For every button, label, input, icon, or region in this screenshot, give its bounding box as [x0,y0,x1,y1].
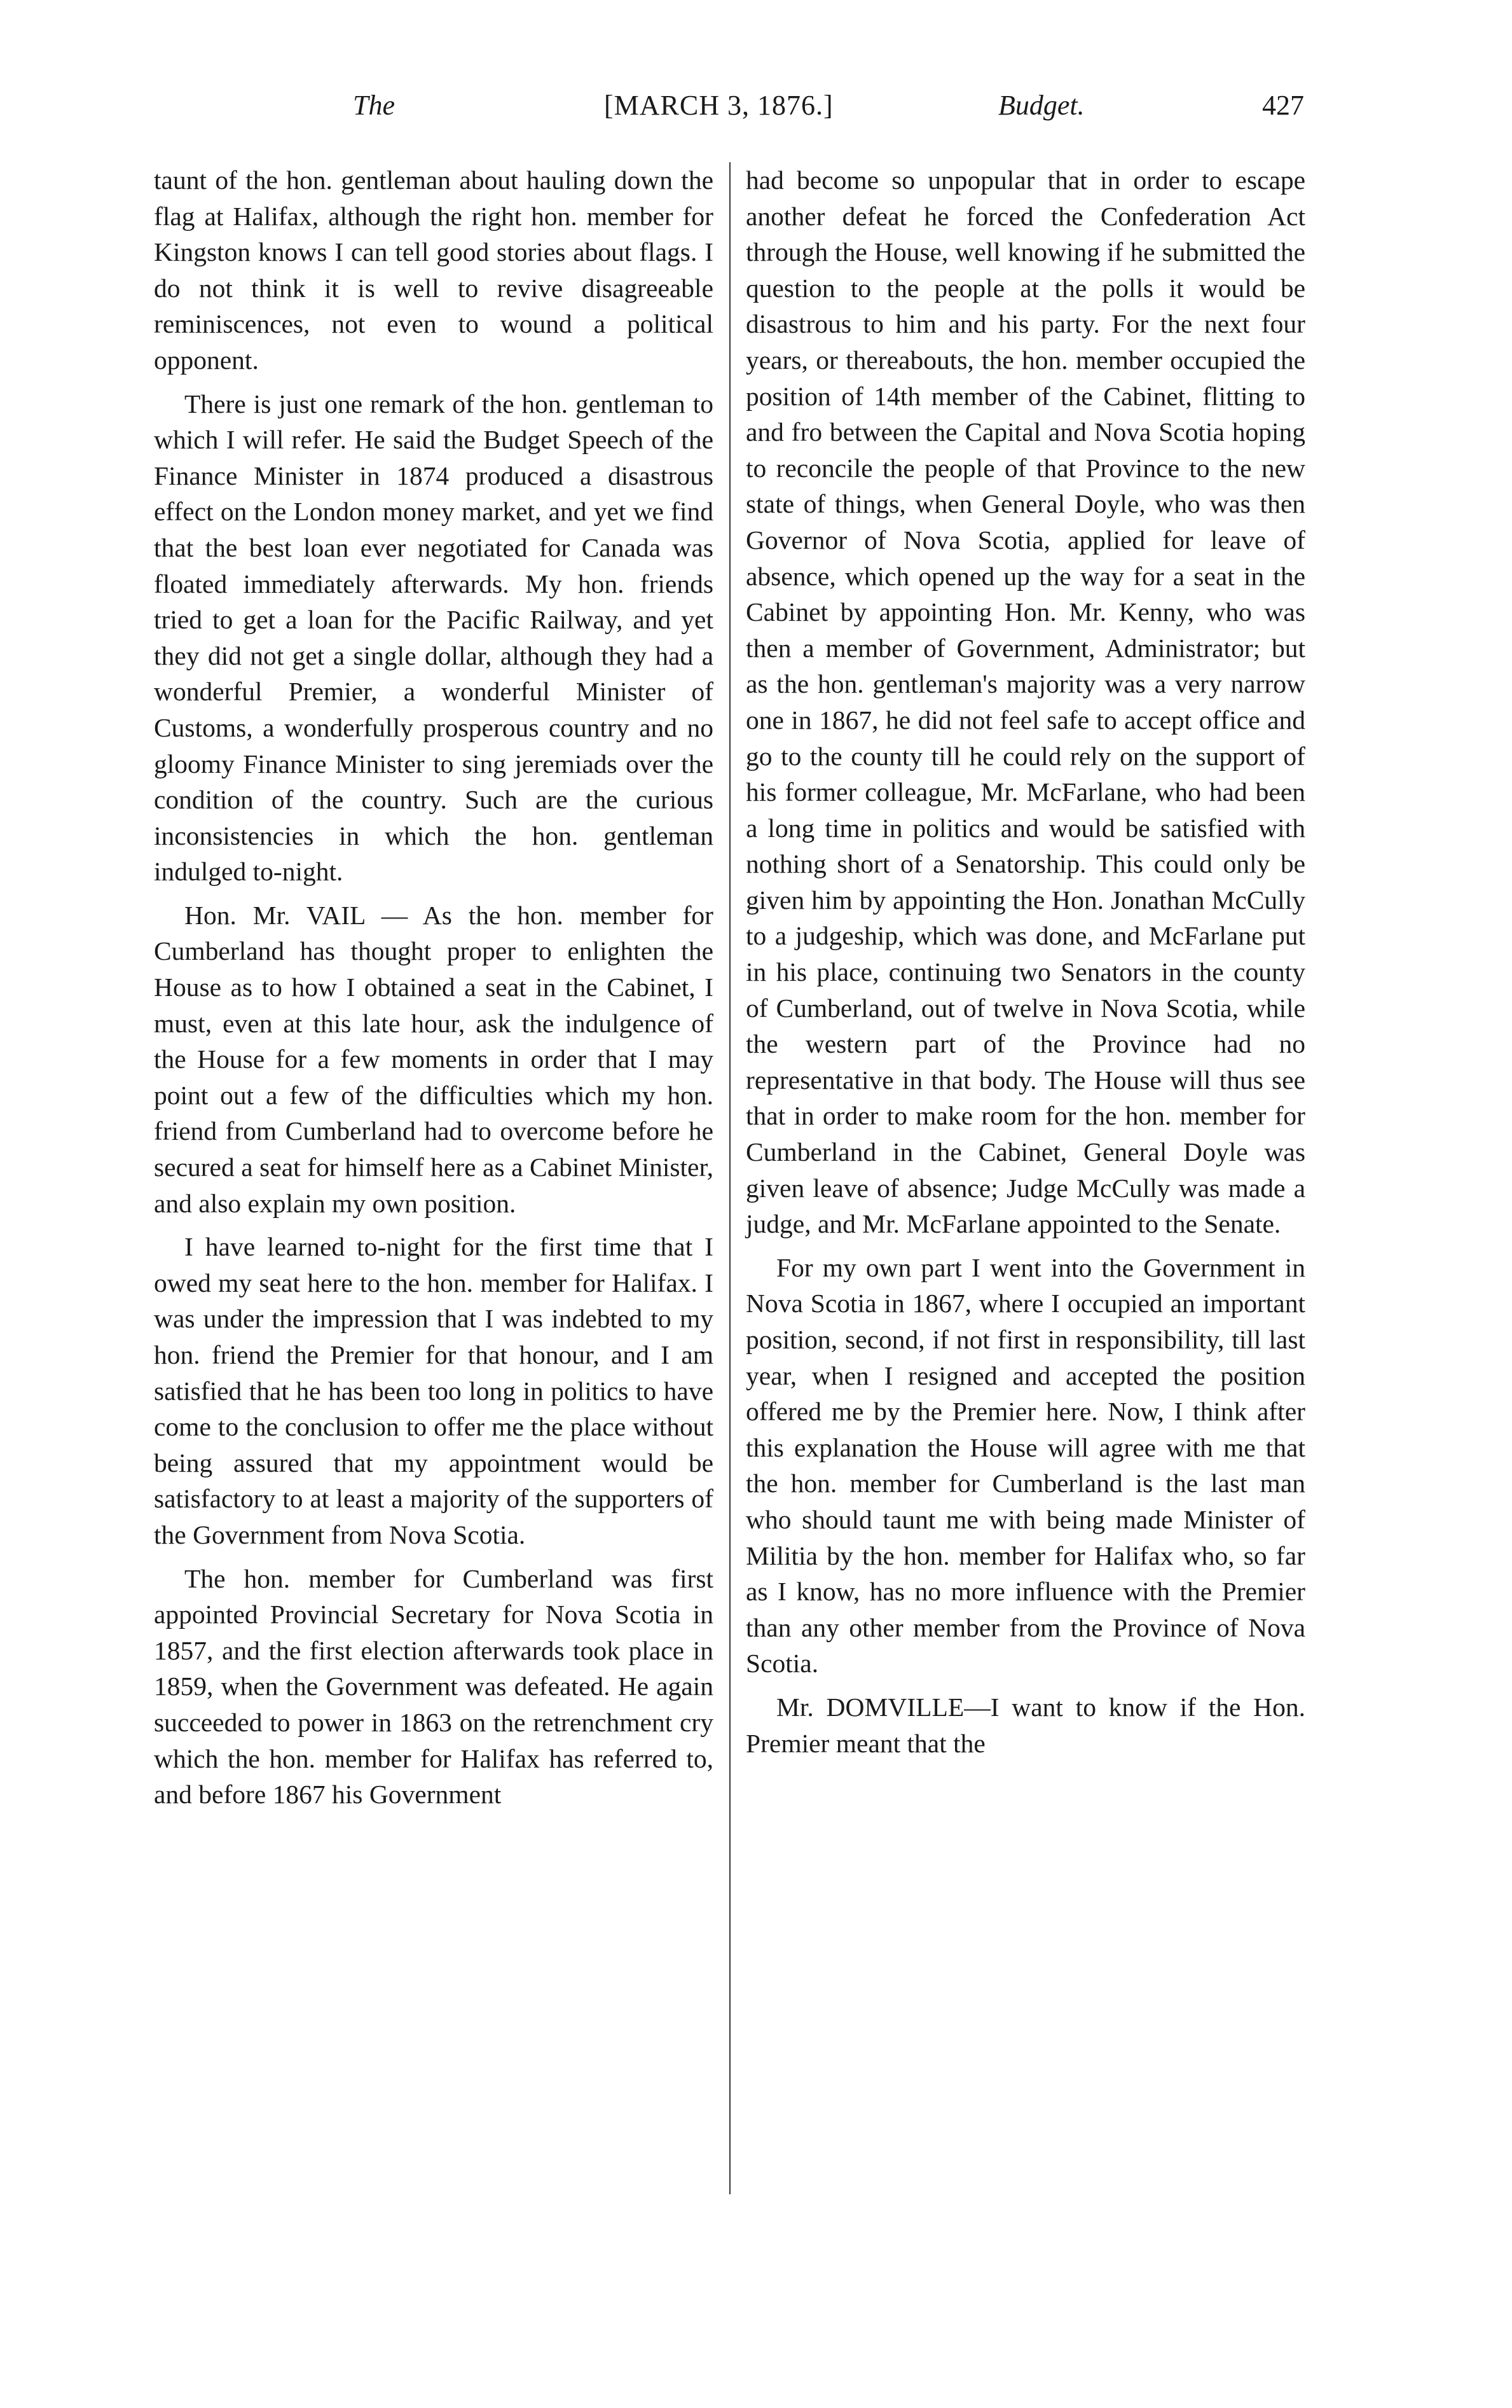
paragraph: taunt of the hon. gentleman about hauling down the flag at Halifax, although the right hon. member for Kingston knows I can tell good stories about flags. I do not think it is well to revive disagreeable reminiscences, not even to wound a political opponent. [154,165,713,375]
paragraph: For my own part I went into the Government in Nova Scotia in 1867, where I occupied an important position, second, if not first in responsibility, till last year, when I resigned and accepted the position offered me by the Premier here. Now, I think after this explanation the House will agree with me that the hon. member for Cumberland is the last man who should taunt me with being made Minister of Militia by the hon. member for Halifax who, so far as I know, has no more influence with the Premier than any other member from the Province of Nova Scotia. [746,1252,1305,1678]
left-column [154,162,713,1813]
header-right-title: Budget. [998,90,1085,121]
page-number: 427 [1262,90,1304,121]
paragraph: The hon. member for Cumberland was first appointed Provincial Secretary for Nova Scotia in 1857, and the first election afterwards took place in 1859, when the Government was defeated. He again succeeded to power in 1863 on the retrenchment cry which the hon. member for Halifax has referred to, and before 1867 his Government [154,1563,713,1809]
running-header [159,89,1310,146]
paragraph: had become so unpopular that in order to escape another defeat he forced the Confederation Act through the House, well knowing if he submitted the question to the people at the polls it would be disastrous to him and his party. For the next four years, or thereabouts, the hon. member occupied the position of 14th member of the Cabinet, flitting to and fro between the Capital and Nova Scotia hoping to reconcile the people of that Province to the new state of things, when General Doyle, who was then Governor of Nova Scotia, applied for leave of absence, which opened up the way for a seat in the Cabinet by appointing Hon. Mr. Kenny, who was then a member of Government, Administrator; but as the hon. gentleman's majority was a very narrow one in 1867, he did not feel safe to accept office and go to the county till he could rely on the support of his former colleague, Mr. McFarlane, who had been a long time in politics and would be satisfied with nothing short of a Senatorship. This could only be given him by appointing the Hon. Jonathan McCully to a judgeship, which was done, and McFarlane put in his place, continuing two Senators in the county of Cumberland, out of twelve in Nova Scotia, while the western part of the Province had no representative in that body. The House will thus see that in order to make room for the hon. member for Cumberland in the Cabinet, General Doyle was given leave of absence; Judge McCully was made a judge, and Mr. McFarlane appointed to the Senate. [746,165,1305,1239]
paragraph: Mr. DOMVILLE—I want to know if the Hon. Premier meant that the [746,1692,1305,1758]
header-date: [MARCH 3, 1876.] [604,90,834,121]
column-divider [729,162,731,2194]
header-left-title: The [353,90,395,121]
paragraph: Hon. Mr. VAIL — As the hon. member for Cumberland has thought proper to enlighten the House as to how I obtained a seat in the Cabinet, I must, even at this late hour, ask the indulgence of the House for a few moments in order that I may point out a few of the difficulties which my hon. friend from Cumberland had to overcome before he secured a seat for himself here as a Cabinet Minister, and also explain my own position. [154,900,713,1218]
right-column [746,162,1305,1761]
paragraph: I have learned to-night for the first time that I owed my seat here to the hon. member for Halifax. I was under the impression that I was indebted to my hon. friend the Premier for that honour, and I am satisfied that he has been too long in politics to have come to the conclusion to offer me the place without being assured that my appointment would be satisfactory to at least a majority of the supporters of the Government from Nova Scotia. [154,1232,713,1549]
paragraph: There is just one remark of the hon. gentleman to which I will refer. He said the Budget Speech of the Finance Minister in 1874 produced a disastrous effect on the London money market, and yet we find that the best loan ever negotiated for Canada was floated immediately afterwards. My hon. friends tried to get a loan for the Pacific Railway, and yet they did not get a single dollar, although they had a wonderful Premier, a wonderful Minister of Customs, a wonderfully prosperous country and no gloomy Finance Minister to sing jeremiads over the condition of the country. Such are the curious inconsistencies in which the hon. gentleman indulged to-night. [154,389,713,887]
